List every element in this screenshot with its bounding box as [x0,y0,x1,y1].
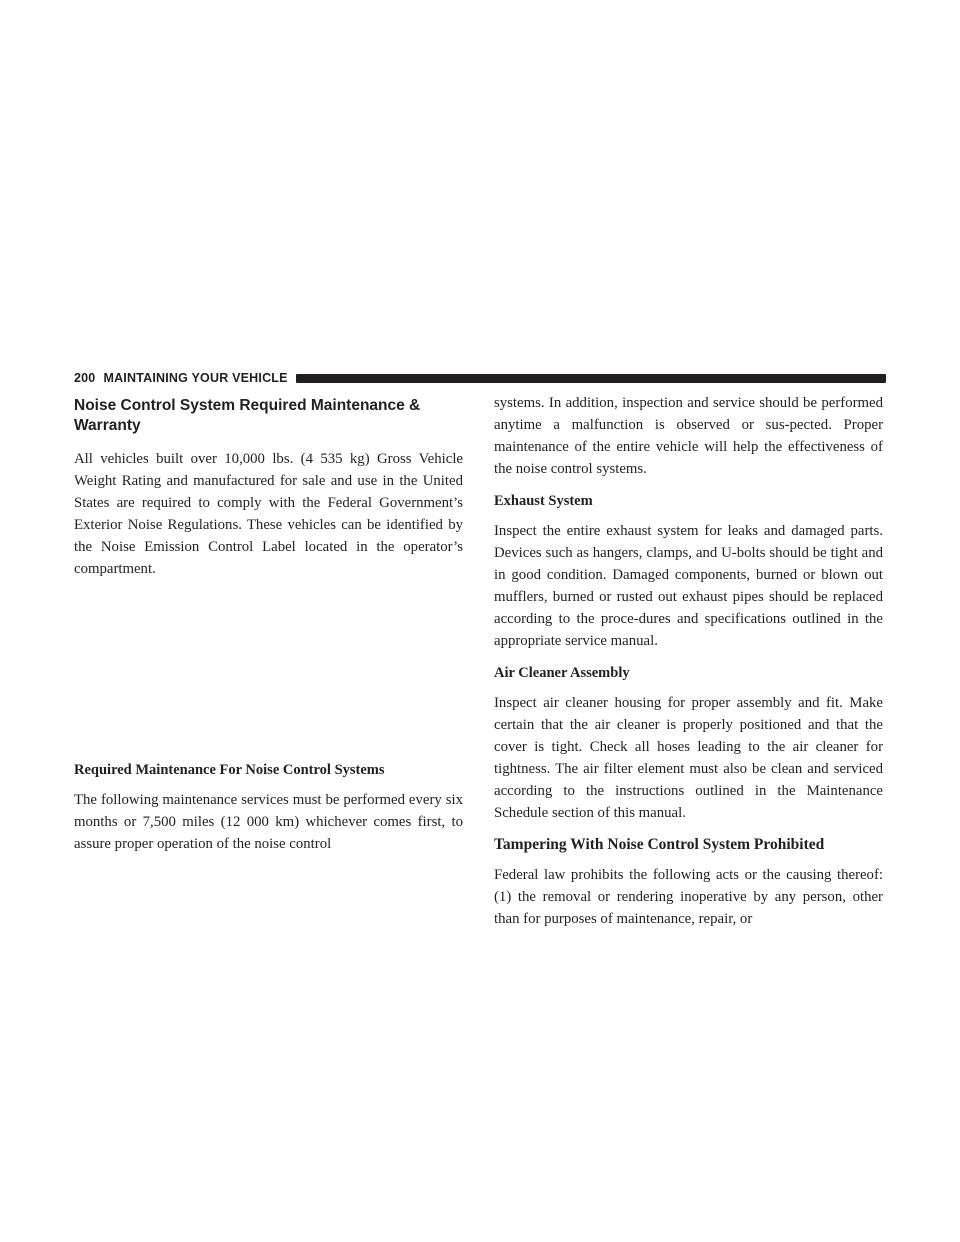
air-cleaner-paragraph: Inspect air cleaner housing for proper assembly and fit. Make certain that the air cleaner is properly positioned and that the cover is tight. Check all hoses leading to the air cleaner for tightness. The air filter element must also be clean and serviced according to the instructions outlined in the Maintenance Schedule section of this manual. [494,695,883,821]
noise-control-warranty-heading: Noise Control System Required Maintenance & Warranty [74,397,421,434]
right-column [494,392,883,940]
required-maintenance-heading: Required Maintenance For Noise Control Systems [74,762,385,778]
section-title: MAINTAINING YOUR VEHICLE [103,371,288,385]
air-cleaner-heading: Air Cleaner Assembly [494,665,630,681]
required-maintenance-paragraph: The following maintenance services must be performed every six months or 7,500 miles (12 000 km) whichever comes first, to assure proper operation of the noise control [74,792,463,852]
header-rule [296,374,886,383]
page-number: 200 [74,371,96,385]
blank-space [74,590,463,759]
intro-paragraph: All vehicles built over 10,000 lbs. (4 535 kg) Gross Vehicle Weight Rating and manufactured for sale and use in the United States are required to comply with the Federal Government’s Exterior Noise Regulations. These vehicles can be identified by the Noise Emission Control Label located in the operator’s compartment. [74,451,463,577]
exhaust-system-paragraph: Inspect the entire exhaust system for leaks and damaged parts. Devices such as hangers, clamps, and U-bolts should be tight and in good condition. Damaged components, burned or blown out mufflers, burned or rusted out exhaust pipes should be replaced according to the proce-dures and specifications outlined in the appropriate service manual. [494,523,883,649]
continuation-paragraph: systems. In addition, inspection and service should be performed anytime a malfunction is observed or sus-pected. Proper maintenance of the entire vehicle will help the effectiveness of the noise control systems. [494,395,883,477]
tampering-paragraph: Federal law prohibits the following acts or the causing thereof: (1) the removal or rendering inoperative by any person, other than for purposes of maintenance, repair, or [494,867,883,927]
tampering-heading: Tampering With Noise Control System Prohibited [494,836,825,853]
left-column [74,392,463,865]
exhaust-system-heading: Exhaust System [494,493,593,509]
running-header [74,370,886,386]
